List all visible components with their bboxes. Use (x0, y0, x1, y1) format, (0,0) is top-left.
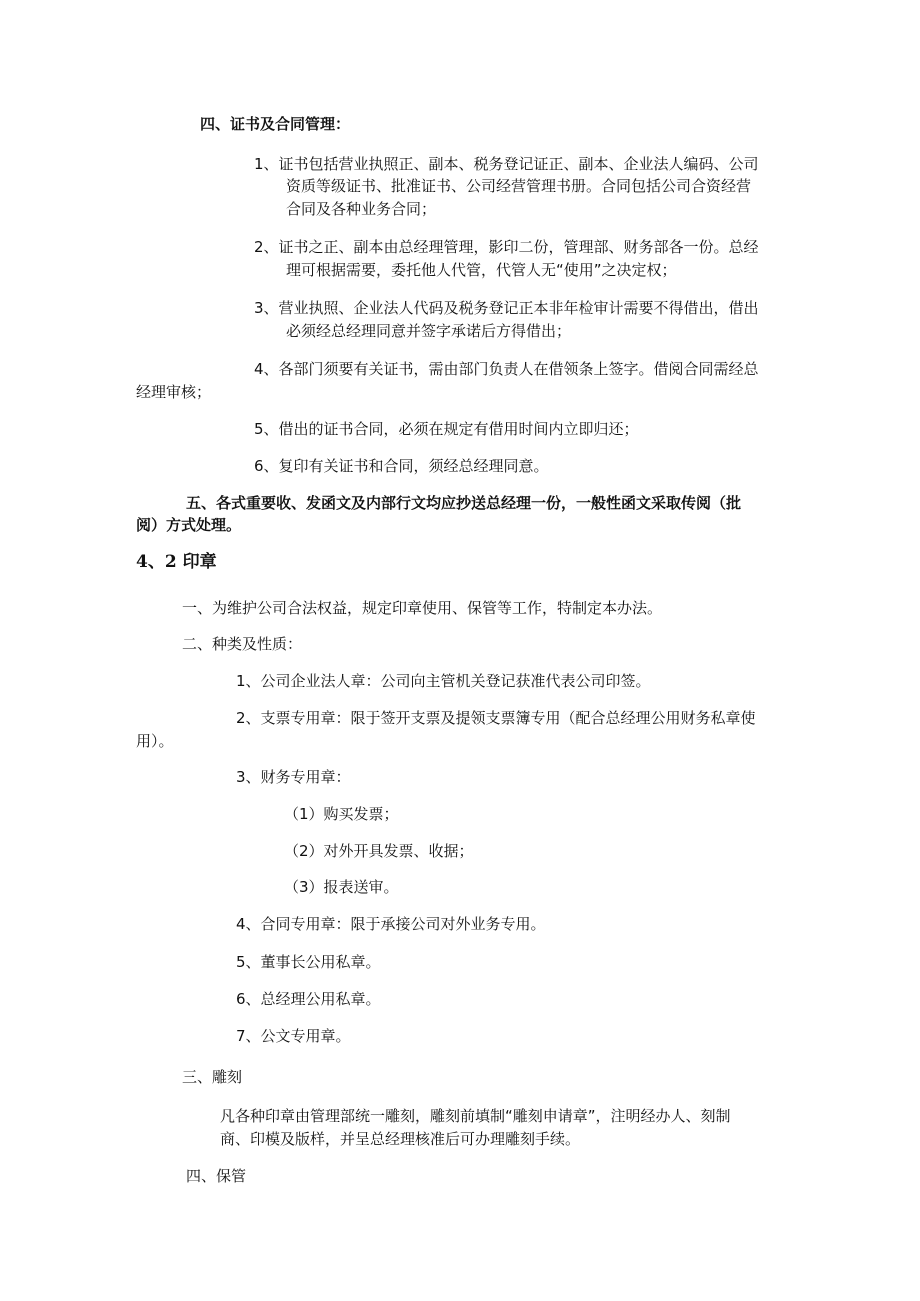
carving-line-2: 商、印模及版样，并呈总经理核准后可办理雕刻手续。 (220, 1130, 581, 1148)
finance-sub-1: （1）购买发票； (284, 805, 399, 823)
seal-type-5: 5、董事长公用私章。 (236, 953, 381, 971)
seal-type-2-line-2: 用）。 (136, 732, 174, 750)
seal-type-2-line-1: 2、支票专用章：限于签开支票及提领支票簿专用（配合总经理公用财务私章使 (236, 709, 756, 727)
seal-purpose: 一、为维护公司合法权益，规定印章使用、保管等工作，特制定本办法。 (182, 599, 663, 617)
cert-item-2-line-1: 2、证书之正、副本由总经理管理，影印二份，管理部、财务部各一份。总经 (254, 238, 759, 256)
finance-sub-2: （2）对外开具发票、收据； (284, 842, 474, 860)
seal-types-title: 二、种类及性质： (182, 635, 303, 653)
seal-section-heading: 4、2 印章 (136, 552, 217, 572)
section5-line-2: 阅）方式处理。 (136, 516, 242, 534)
section5-line-1: 五、各式重要收、发函文及内部行文均应抄送总经理一份，一般性函文采取传阅（批 (186, 494, 742, 512)
seal-type-1: 1、公司企业法人章：公司向主管机关登记获准代表公司印签。 (236, 672, 651, 690)
cert-item-5: 5、借出的证书合同，必须在规定有借用时间内立即归还； (254, 420, 639, 438)
cert-item-6: 6、复印有关证书和合同，须经总经理同意。 (254, 457, 549, 475)
carving-title: 三、雕刻 (182, 1068, 243, 1086)
cert-item-3-line-1: 3、营业执照、企业法人代码及税务登记正本非年检审计需要不得借出，借出 (254, 299, 759, 317)
seal-type-3: 3、财务专用章： (236, 768, 351, 786)
cert-item-3-line-2: 必须经总经理同意并签字承诺后方得借出； (286, 322, 572, 340)
carving-line-1: 凡各种印章由管理部统一雕刻，雕刻前填制“雕刻申请章”，注明经办人、刻制 (220, 1107, 731, 1125)
seal-type-6: 6、总经理公用私章。 (236, 990, 381, 1008)
custody-title: 四、保管 (186, 1167, 247, 1185)
cert-item-2-line-2: 理可根据需要，委托他人代管，代管人无“使用”之决定权； (286, 261, 677, 279)
section4-heading: 四、证书及合同管理： (200, 115, 351, 133)
cert-item-1-line-3: 合同及各种业务合同； (286, 200, 437, 218)
finance-sub-3: （3）报表送审。 (284, 878, 399, 896)
seal-type-4: 4、合同专用章：限于承接公司对外业务专用。 (236, 915, 546, 933)
cert-item-1-line-2: 资质等级证书、批准证书、公司经营管理书册。合同包括公司合资经营 (286, 177, 752, 195)
seal-type-7: 7、公文专用章。 (236, 1027, 351, 1045)
cert-item-4-line-1: 4、各部门须要有关证书，需由部门负责人在借领条上签字。借阅合同需经总 (254, 360, 759, 378)
cert-item-4-line-2: 经理审核； (136, 383, 212, 401)
cert-item-1-line-1: 1、证书包括营业执照正、副本、税务登记证正、副本、企业法人编码、公司 (254, 155, 759, 173)
